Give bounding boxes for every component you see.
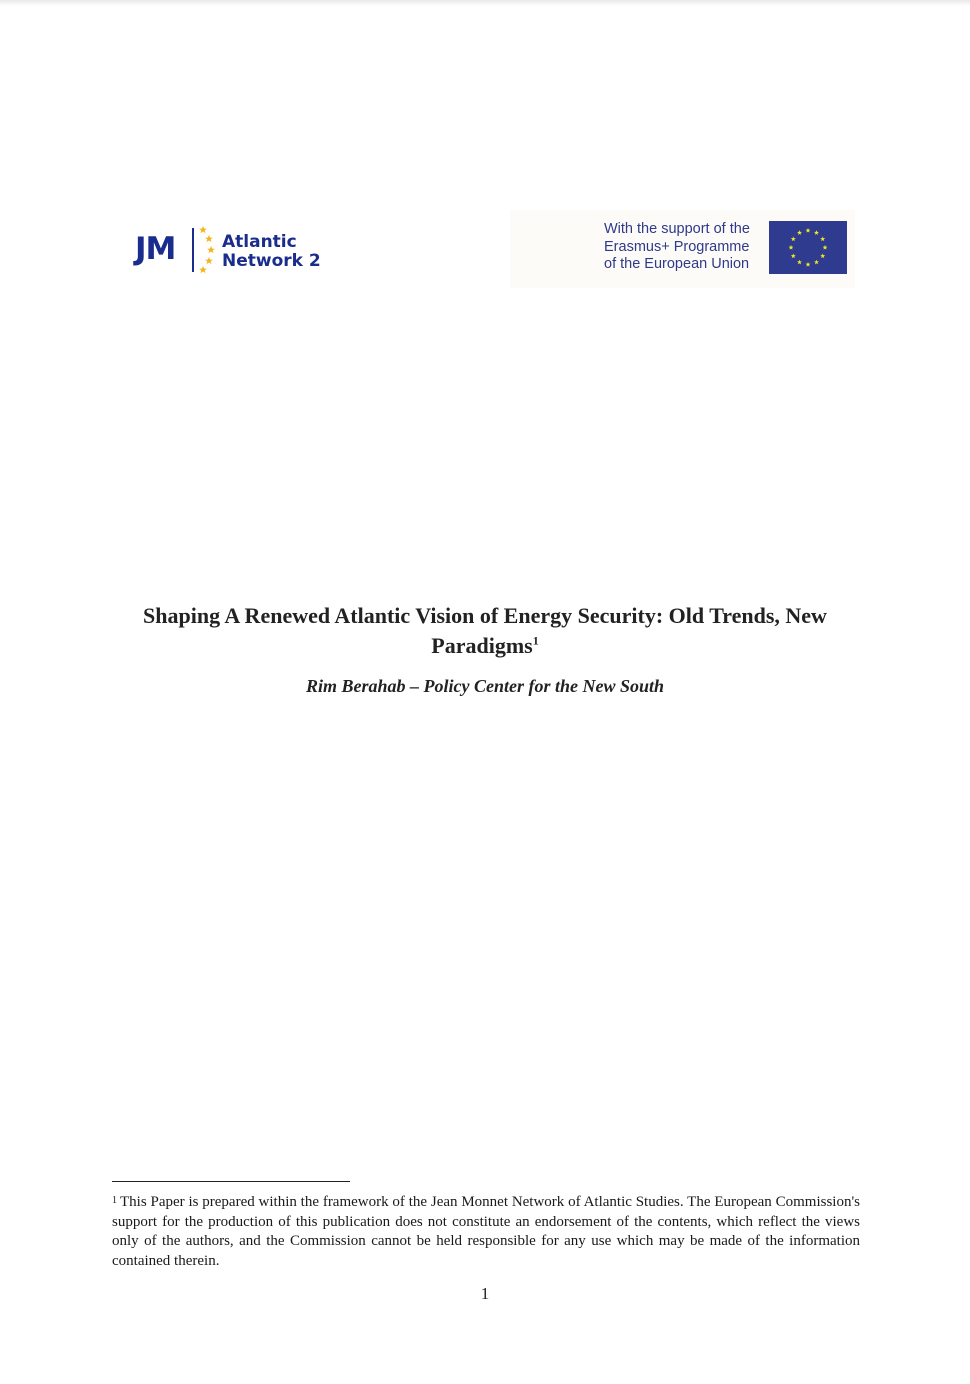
footnote-text: This Paper is prepared within the framework of the Jean Monnet Network of Atlantic Studies. The European Commission's support for the production of this publication does not constitute an endorsement of the contents, which reflect the views only of the authors, and the Commission cannot be held responsible for any use which may be made of the information contained therein. — [112, 1194, 860, 1269]
eu-support-text — [604, 221, 774, 274]
footnote-separator — [112, 1181, 350, 1182]
jm-atlantic-network-logo — [135, 226, 335, 276]
star-icon — [205, 235, 213, 242]
star-icon — [207, 246, 215, 253]
page-number: 1 — [480, 1284, 490, 1303]
jm-logo-name — [222, 233, 321, 271]
document-title-text: Shaping A Renewed Atlantic Vision of Energy Security: Old Trends, New Paradigms — [143, 603, 827, 658]
star-icon — [199, 266, 207, 273]
eu-support-line1: With the support of the — [604, 221, 750, 237]
star-arc-icon — [197, 226, 217, 274]
document-title — [100, 601, 870, 661]
star-icon — [205, 257, 213, 264]
page-top-edge — [0, 0, 970, 6]
document-author: Rim Berahab – Policy Center for the New South — [305, 676, 665, 696]
jm-logo-mark: JM — [135, 231, 176, 267]
footnote — [112, 1191, 860, 1271]
title-footnote-ref: 1 — [532, 633, 539, 648]
jm-logo-name-line1: Atlantic — [222, 232, 297, 252]
footnote-marker: 1 — [112, 1195, 117, 1206]
jm-logo-name-line2: Network 2 — [222, 251, 321, 271]
eu-support-line3: of the European Union — [604, 256, 750, 272]
erasmus-eu-banner — [510, 210, 855, 288]
star-icon — [199, 226, 207, 233]
jm-logo-divider — [192, 228, 194, 272]
eu-flag-icon — [769, 221, 847, 274]
eu-support-line2: Erasmus+ Programme — [604, 238, 750, 255]
